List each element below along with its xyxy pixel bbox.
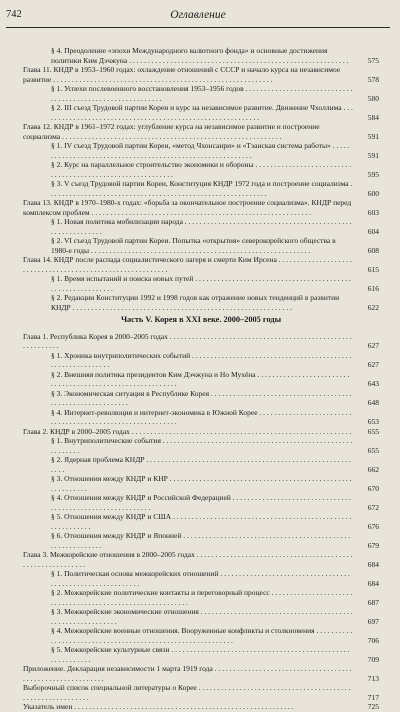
toc-section-after [23, 332, 379, 712]
toc-section-entry [23, 626, 379, 645]
toc-section-entry [23, 179, 379, 198]
page-number: 742 [6, 9, 22, 20]
toc-chapter-entry [23, 427, 379, 437]
toc-section-entry [23, 531, 379, 550]
toc-entry-page: 653 [367, 417, 379, 426]
toc-section-entry [23, 274, 379, 293]
toc-entry-page: 709 [367, 654, 379, 664]
toc-entry-page: 608 [367, 245, 379, 255]
toc-section-entry [23, 46, 379, 65]
toc-entry-page: 580 [367, 93, 379, 103]
toc-section-entry [23, 370, 379, 389]
toc-entry-page: 676 [367, 521, 379, 531]
toc-section-entry [23, 351, 379, 370]
toc-chapter-entry [23, 198, 379, 217]
toc-entry-page: 717 [367, 692, 379, 702]
table-of-contents [23, 46, 379, 712]
toc-entry-title: § 6. Отношения между КНДР и Японией . . . [51, 531, 379, 550]
toc-entry-page: 595 [367, 169, 379, 179]
toc-entry-page: 627 [367, 341, 379, 350]
toc-entry-title: § 2. Внешняя политика президентов Ким Дэчжуна и Но Мухёна . . . [51, 370, 379, 389]
toc-entry-page: 604 [367, 226, 379, 236]
toc-entry-page: 603 [367, 207, 379, 217]
toc-section-entry [23, 436, 379, 455]
toc-entry-page: 655 [367, 426, 379, 436]
toc-entry-title: § 1. Хроника внутриполитических событий . . . [51, 351, 379, 370]
running-title: Оглавление [170, 9, 226, 21]
toc-entry-page: 662 [367, 464, 379, 474]
toc-entry-page: 584 [367, 112, 379, 122]
toc-chapter-entry [23, 664, 379, 683]
toc-entry-page: 616 [367, 283, 379, 293]
toc-chapter-entry [23, 550, 379, 569]
toc-entry-title: § 2. Курс на параллельное строительство экономики и обороны . . . [51, 160, 379, 179]
toc-entry-page: 591 [367, 131, 379, 141]
toc-entry-page: 725 [367, 702, 379, 711]
toc-entry-page: 713 [367, 673, 379, 683]
toc-entry-title: Приложение. Декларация независимости 1 марта 1919 года . . . [23, 664, 379, 683]
toc-entry-title: Глава 3. Межкорейские отношения в 2000–2005 годах . . . [23, 550, 379, 569]
toc-section-entry [23, 236, 379, 255]
toc-section-entry [23, 217, 379, 236]
toc-entry-page: 687 [367, 597, 379, 607]
toc-section-entry [23, 141, 379, 160]
toc-section-before [23, 46, 379, 312]
toc-entry-page: 679 [367, 540, 379, 550]
toc-section-entry [23, 408, 379, 427]
toc-entry-title: § 1. Политическая основа межкорейских отношений . . . [51, 569, 379, 588]
toc-entry-title: Глава 12. КНДР в 1961–1972 годах: углубление курса на независимое развитие и построение социализма . . . [23, 122, 379, 141]
toc-entry-title: § 1. Внутриполитические события . . . [51, 436, 379, 455]
toc-entry-title: § 4. Преодоление «эпохи Международного валютного фонда» и основные достижения политики Ким Дэчжуна . . . [51, 46, 379, 65]
toc-entry-page: 643 [367, 379, 379, 388]
toc-section-entry [23, 512, 379, 531]
toc-entry-page: 655 [367, 445, 379, 455]
toc-entry-title: § 4. Отношения между КНДР и Российской Федерацией . . . [51, 493, 379, 512]
toc-section-entry [23, 455, 379, 474]
toc-entry-page: 648 [367, 398, 379, 407]
toc-entry-page: 670 [367, 483, 379, 493]
toc-entry-title: § 4. Межкорейские военные отношения. Вооруженные конфликты и столкновения . . . [51, 626, 379, 645]
toc-chapter-entry [23, 332, 379, 351]
toc-section-entry [23, 160, 379, 179]
toc-section-entry [23, 474, 379, 493]
toc-entry-page: 578 [367, 74, 379, 84]
toc-entry-title: § 1. Успехи послевоенного восстановления 1953–1956 годов . . . [51, 84, 379, 103]
toc-entry-title: Глава 11. КНДР в 1953–1960 годах: охлаждение отношений с СССР и начало курса на независимое развитие . . . [23, 65, 379, 84]
toc-entry-title: § 2. Межкорейские политические контакты и переговорный процесс . . . [51, 588, 379, 607]
toc-entry-page: 615 [367, 264, 379, 274]
toc-entry-title: Глава 14. КНДР после распада социалистического лагеря и смерти Ким Ирсена . . . [23, 255, 379, 274]
toc-entry-title: Указатель имен . . . [23, 702, 379, 712]
toc-entry-title: § 1. IV съезд Трудовой партии Кореи, «метод Чхонсанри» и «Тэанская система работы» . . . [51, 141, 379, 160]
toc-section-entry [23, 569, 379, 588]
toc-section-entry [23, 84, 379, 103]
toc-entry-title: § 3. Экономическая ситуация в Республике Корея . . . [51, 389, 379, 408]
toc-entry-page: 684 [367, 578, 379, 588]
toc-entry-title: § 4. Интернет-революция и интернет-экономика в Южной Корее . . . [51, 408, 379, 427]
toc-entry-title: § 5. Межкорейские культурные связи . . . [51, 645, 379, 664]
toc-entry-page: 684 [367, 559, 379, 569]
part-heading: Часть V. Корея в XXI веке. 2000–2005 годы [120, 315, 282, 324]
page-header [6, 9, 390, 28]
toc-entry-page: 672 [367, 502, 379, 512]
toc-entry-title: § 3. V съезд Трудовой партии Кореи, Конституция КНДР 1972 года и построение социализма . . . [51, 179, 379, 198]
toc-entry-title: § 3. Отношения между КНДР и КНР . . . [51, 474, 379, 493]
toc-chapter-entry [23, 255, 379, 274]
toc-entry-page: 591 [367, 150, 379, 160]
toc-section-entry [23, 389, 379, 408]
toc-chapter-entry [23, 122, 379, 141]
toc-entry-title: § 2. Редакции Конституции 1992 и 1998 годов как отражение новых тенденций в развитии КНДР . . . [51, 293, 379, 312]
toc-section-entry [23, 293, 379, 312]
toc-entry-title: Глава 13. КНДР в 1970–1980-х годах: «борьба за окончательное построение социализма». КНДР перед комплексом проблем . . . [23, 198, 379, 217]
toc-entry-page: 697 [367, 616, 379, 626]
toc-entry-title: Глава 1. Республика Корея в 2000–2005 годах . . . [23, 332, 379, 351]
toc-section-entry [23, 493, 379, 512]
toc-entry-title: § 5. Отношения между КНДР и США . . . [51, 512, 379, 531]
toc-entry-title: Глава 2. КНДР в 2000–2005 годах . . . [23, 427, 379, 437]
toc-entry-title: § 1. Новая политика мобилизации народа . . . [51, 217, 379, 236]
toc-entry-title: § 3. Межкорейские экономические отношения . . . [51, 607, 379, 626]
toc-entry-title: Выборочный список специальной литературы о Корее . . . [23, 683, 379, 702]
toc-entry-page: 627 [367, 360, 379, 369]
toc-entry-page: 600 [367, 188, 379, 198]
toc-entry-title: § 2. Ядерная проблема КНДР . . . [51, 455, 379, 474]
toc-section-entry [23, 607, 379, 626]
toc-chapter-entry [23, 702, 379, 712]
toc-entry-title: § 1. Время испытаний и поиска новых путей . . . [51, 274, 379, 293]
toc-section-entry [23, 103, 379, 122]
toc-entry-title: § 2. III съезд Трудовой партии Кореи и курс на независимое развитие. Движение Чхоллима . . . [51, 103, 379, 122]
toc-section-entry [23, 588, 379, 607]
toc-section-entry [23, 645, 379, 664]
toc-entry-page: 622 [367, 302, 379, 312]
toc-entry-page: 575 [367, 55, 379, 65]
toc-chapter-entry [23, 683, 379, 702]
toc-entry-page: 706 [367, 635, 379, 645]
toc-chapter-entry [23, 65, 379, 84]
toc-entry-title: § 2. VI съезд Трудовой партии Кореи. Попытка «открытия» северокорейского общества в 1980-е годы . . . [51, 236, 379, 255]
